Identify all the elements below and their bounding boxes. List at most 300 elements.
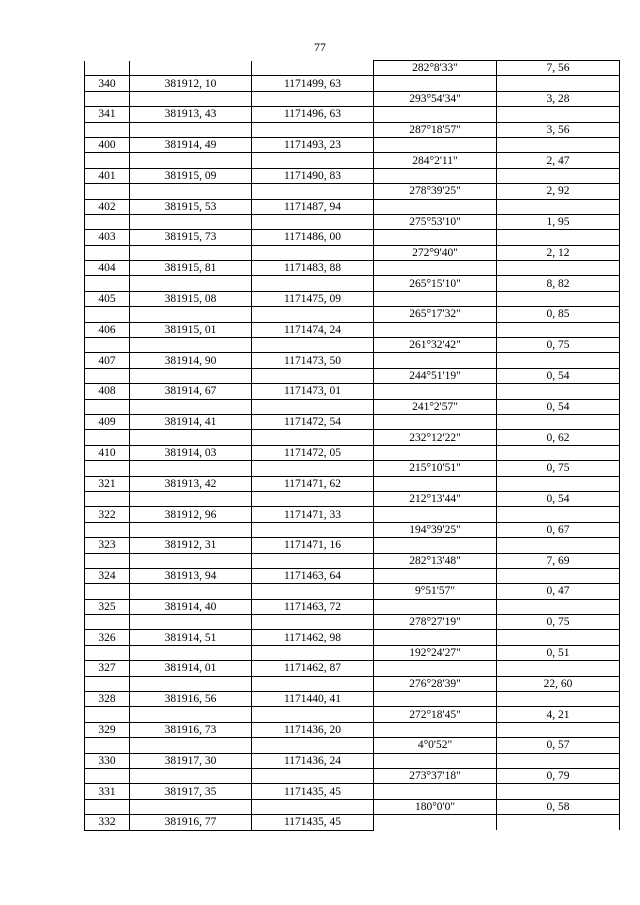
y-coordinate-empty xyxy=(252,153,374,168)
y-coordinate-empty xyxy=(252,799,374,814)
segment-row xyxy=(85,276,620,291)
direction-angle-cell: 192°24'27" xyxy=(374,645,497,660)
point-number-empty xyxy=(85,430,130,445)
point-number-cell: 324 xyxy=(85,568,130,583)
point-number-cell: 410 xyxy=(85,445,130,460)
point-number-empty xyxy=(85,676,130,691)
direction-angle-cell: 265°17'32" xyxy=(374,307,497,322)
x-coordinate-cell: 381914, 67 xyxy=(130,384,252,399)
point-number-empty xyxy=(85,707,130,722)
x-coordinate-cell: 381915, 09 xyxy=(130,168,252,183)
direction-angle-cell: 278°39'25" xyxy=(374,184,497,199)
x-coordinate-cell: 381914, 03 xyxy=(130,445,252,460)
point-row xyxy=(85,322,620,337)
direction-angle-cell: 276°28'39" xyxy=(374,676,497,691)
y-coordinate-empty xyxy=(252,461,374,476)
distance-empty xyxy=(497,384,620,399)
point-number-empty xyxy=(85,214,130,229)
segment-row xyxy=(85,91,620,106)
direction-angle-cell: 272°9'40" xyxy=(374,245,497,260)
x-coordinate-cell: 381912, 96 xyxy=(130,507,252,522)
segment-row xyxy=(85,61,620,76)
direction-angle-empty xyxy=(374,353,497,368)
y-coordinate-empty xyxy=(252,738,374,753)
segment-row xyxy=(85,768,620,783)
distance-cell: 7, 69 xyxy=(497,553,620,568)
y-coordinate-empty xyxy=(252,245,374,260)
y-coordinate-cell: 1171440, 41 xyxy=(252,692,374,707)
point-row xyxy=(85,414,620,429)
point-number-cell: 409 xyxy=(85,414,130,429)
x-coordinate-cell: 381917, 30 xyxy=(130,753,252,768)
point-row xyxy=(85,476,620,491)
x-coordinate-cell: 381916, 77 xyxy=(130,815,252,830)
distance-cell: 0, 67 xyxy=(497,522,620,537)
x-coordinate-cell: 381912, 10 xyxy=(130,76,252,91)
point-number-cell: 325 xyxy=(85,599,130,614)
point-number-empty xyxy=(85,553,130,568)
segment-row xyxy=(85,430,620,445)
direction-angle-cell: 232°12'22" xyxy=(374,430,497,445)
distance-empty xyxy=(497,568,620,583)
point-row xyxy=(85,722,620,737)
distance-cell: 7, 56 xyxy=(497,61,620,76)
y-coordinate-empty xyxy=(252,645,374,660)
distance-cell: 2, 92 xyxy=(497,184,620,199)
segment-row xyxy=(85,676,620,691)
point-row xyxy=(85,76,620,91)
point-number-cell: 321 xyxy=(85,476,130,491)
direction-angle-empty xyxy=(374,322,497,337)
x-coordinate-empty xyxy=(130,584,252,599)
distance-cell: 0, 85 xyxy=(497,307,620,322)
direction-angle-empty xyxy=(374,753,497,768)
point-row xyxy=(85,692,620,707)
y-coordinate-cell: 1171462, 87 xyxy=(252,661,374,676)
x-coordinate-cell: 381916, 56 xyxy=(130,692,252,707)
point-number-cell: 401 xyxy=(85,168,130,183)
y-coordinate-empty xyxy=(252,307,374,322)
y-coordinate-empty xyxy=(252,184,374,199)
point-row xyxy=(85,538,620,553)
x-coordinate-cell: 381913, 43 xyxy=(130,107,252,122)
x-coordinate-empty xyxy=(130,738,252,753)
direction-angle-empty xyxy=(374,661,497,676)
y-coordinate-empty xyxy=(252,584,374,599)
distance-empty xyxy=(497,199,620,214)
distance-empty xyxy=(497,230,620,245)
direction-angle-cell: 275°53'10" xyxy=(374,214,497,229)
x-coordinate-cell: 381915, 01 xyxy=(130,322,252,337)
distance-empty xyxy=(497,261,620,276)
y-coordinate-cell: 1171463, 72 xyxy=(252,599,374,614)
coordinates-table xyxy=(84,60,620,831)
x-coordinate-empty xyxy=(130,553,252,568)
direction-angle-empty xyxy=(374,630,497,645)
x-coordinate-cell: 381914, 41 xyxy=(130,414,252,429)
direction-angle-empty xyxy=(374,692,497,707)
point-number-empty xyxy=(85,245,130,260)
distance-empty xyxy=(497,322,620,337)
x-coordinate-cell: 381916, 73 xyxy=(130,722,252,737)
point-number-empty xyxy=(85,184,130,199)
x-coordinate-cell: 381915, 73 xyxy=(130,230,252,245)
point-row xyxy=(85,753,620,768)
point-number-empty xyxy=(85,491,130,506)
segment-row xyxy=(85,122,620,137)
x-coordinate-empty xyxy=(130,676,252,691)
direction-angle-cell: 241°2'57" xyxy=(374,399,497,414)
direction-angle-empty xyxy=(374,599,497,614)
point-number-cell: 407 xyxy=(85,353,130,368)
direction-angle-empty xyxy=(374,476,497,491)
x-coordinate-cell: 381914, 01 xyxy=(130,661,252,676)
point-number-empty xyxy=(85,799,130,814)
distance-empty xyxy=(497,107,620,122)
y-coordinate-cell: 1171471, 33 xyxy=(252,507,374,522)
distance-cell: 0, 54 xyxy=(497,399,620,414)
y-coordinate-empty xyxy=(252,676,374,691)
direction-angle-empty xyxy=(374,445,497,460)
point-number-empty xyxy=(85,522,130,537)
x-coordinate-empty xyxy=(130,645,252,660)
y-coordinate-cell: 1171472, 05 xyxy=(252,445,374,460)
distance-empty xyxy=(497,414,620,429)
segment-row xyxy=(85,338,620,353)
direction-angle-empty xyxy=(374,168,497,183)
x-coordinate-empty xyxy=(130,276,252,291)
point-row xyxy=(85,384,620,399)
distance-empty xyxy=(497,815,620,830)
point-number-cell: 406 xyxy=(85,322,130,337)
point-row xyxy=(85,230,620,245)
point-number-cell: 327 xyxy=(85,661,130,676)
direction-angle-cell: 194°39'25" xyxy=(374,522,497,537)
distance-empty xyxy=(497,76,620,91)
segment-row xyxy=(85,553,620,568)
x-coordinate-empty xyxy=(130,338,252,353)
direction-angle-empty xyxy=(374,414,497,429)
y-coordinate-empty xyxy=(252,491,374,506)
point-number-empty xyxy=(85,368,130,383)
distance-cell: 0, 62 xyxy=(497,430,620,445)
x-coordinate-cell: 381914, 51 xyxy=(130,630,252,645)
y-coordinate-empty xyxy=(252,91,374,106)
point-number-empty xyxy=(85,338,130,353)
point-number-cell: 329 xyxy=(85,722,130,737)
point-row xyxy=(85,445,620,460)
direction-angle-empty xyxy=(374,261,497,276)
segment-row xyxy=(85,491,620,506)
y-coordinate-cell: 1171435, 45 xyxy=(252,784,374,799)
point-number-cell: 331 xyxy=(85,784,130,799)
distance-empty xyxy=(497,722,620,737)
point-number-empty xyxy=(85,91,130,106)
direction-angle-cell: 282°13'48" xyxy=(374,553,497,568)
distance-cell: 0, 47 xyxy=(497,584,620,599)
distance-cell: 3, 56 xyxy=(497,122,620,137)
direction-angle-cell: 287°18'57" xyxy=(374,122,497,137)
distance-cell: 0, 54 xyxy=(497,368,620,383)
x-coordinate-cell: 381913, 94 xyxy=(130,568,252,583)
segment-row xyxy=(85,368,620,383)
point-number-cell: 323 xyxy=(85,538,130,553)
point-number-empty xyxy=(85,738,130,753)
x-coordinate-empty xyxy=(130,245,252,260)
y-coordinate-cell: 1171462, 98 xyxy=(252,630,374,645)
direction-angle-empty xyxy=(374,507,497,522)
distance-cell: 4, 21 xyxy=(497,707,620,722)
point-row xyxy=(85,261,620,276)
segment-row xyxy=(85,461,620,476)
distance-empty xyxy=(497,476,620,491)
direction-angle-empty xyxy=(374,76,497,91)
y-coordinate-empty xyxy=(252,214,374,229)
distance-cell: 0, 79 xyxy=(497,768,620,783)
x-coordinate-empty xyxy=(130,491,252,506)
y-coordinate-empty xyxy=(252,768,374,783)
distance-empty xyxy=(497,507,620,522)
point-number-cell: 332 xyxy=(85,815,130,830)
y-coordinate-cell: 1171499, 63 xyxy=(252,76,374,91)
point-number-empty xyxy=(85,615,130,630)
y-coordinate-cell: 1171471, 62 xyxy=(252,476,374,491)
point-number-empty xyxy=(85,61,130,76)
y-coordinate-empty xyxy=(252,430,374,445)
distance-cell: 0, 51 xyxy=(497,645,620,660)
x-coordinate-empty xyxy=(130,61,252,76)
y-coordinate-cell: 1171493, 23 xyxy=(252,137,374,152)
point-number-empty xyxy=(85,122,130,137)
segment-row xyxy=(85,584,620,599)
point-row xyxy=(85,599,620,614)
direction-angle-cell: 215°10'51" xyxy=(374,461,497,476)
x-coordinate-empty xyxy=(130,522,252,537)
distance-cell: 3, 28 xyxy=(497,91,620,106)
point-number-cell: 400 xyxy=(85,137,130,152)
point-number-empty xyxy=(85,153,130,168)
direction-angle-cell: 278°27'19" xyxy=(374,615,497,630)
point-number-empty xyxy=(85,307,130,322)
distance-cell: 0, 57 xyxy=(497,738,620,753)
x-coordinate-cell: 381917, 35 xyxy=(130,784,252,799)
direction-angle-empty xyxy=(374,784,497,799)
y-coordinate-cell: 1171490, 83 xyxy=(252,168,374,183)
distance-cell: 0, 58 xyxy=(497,799,620,814)
point-number-cell: 322 xyxy=(85,507,130,522)
y-coordinate-empty xyxy=(252,61,374,76)
distance-cell: 8, 82 xyxy=(497,276,620,291)
y-coordinate-empty xyxy=(252,122,374,137)
distance-empty xyxy=(497,353,620,368)
direction-angle-empty xyxy=(374,137,497,152)
y-coordinate-empty xyxy=(252,338,374,353)
y-coordinate-empty xyxy=(252,707,374,722)
direction-angle-cell: 265°15'10" xyxy=(374,276,497,291)
direction-angle-cell: 244°51'19" xyxy=(374,368,497,383)
distance-cell: 0, 54 xyxy=(497,491,620,506)
coordinates-table-body xyxy=(85,61,620,831)
distance-empty xyxy=(497,599,620,614)
distance-empty xyxy=(497,630,620,645)
x-coordinate-cell: 381912, 31 xyxy=(130,538,252,553)
y-coordinate-empty xyxy=(252,368,374,383)
direction-angle-empty xyxy=(374,815,497,830)
x-coordinate-empty xyxy=(130,399,252,414)
y-coordinate-empty xyxy=(252,276,374,291)
distance-empty xyxy=(497,445,620,460)
direction-angle-empty xyxy=(374,107,497,122)
x-coordinate-empty xyxy=(130,153,252,168)
y-coordinate-cell: 1171436, 24 xyxy=(252,753,374,768)
point-number-cell: 326 xyxy=(85,630,130,645)
direction-angle-cell: 273°37'18" xyxy=(374,768,497,783)
x-coordinate-empty xyxy=(130,184,252,199)
x-coordinate-empty xyxy=(130,768,252,783)
point-number-cell: 402 xyxy=(85,199,130,214)
point-number-empty xyxy=(85,276,130,291)
direction-angle-empty xyxy=(374,230,497,245)
direction-angle-cell: 272°18'45" xyxy=(374,707,497,722)
direction-angle-cell: 180°0'0" xyxy=(374,799,497,814)
direction-angle-empty xyxy=(374,199,497,214)
y-coordinate-cell: 1171486, 00 xyxy=(252,230,374,245)
point-row xyxy=(85,661,620,676)
segment-row xyxy=(85,615,620,630)
point-number-cell: 404 xyxy=(85,261,130,276)
segment-row xyxy=(85,645,620,660)
x-coordinate-empty xyxy=(130,214,252,229)
distance-cell: 0, 75 xyxy=(497,461,620,476)
distance-cell: 0, 75 xyxy=(497,615,620,630)
point-number-cell: 328 xyxy=(85,692,130,707)
y-coordinate-cell: 1171473, 01 xyxy=(252,384,374,399)
x-coordinate-cell: 381915, 81 xyxy=(130,261,252,276)
segment-row xyxy=(85,707,620,722)
y-coordinate-cell: 1171475, 09 xyxy=(252,291,374,306)
point-number-empty xyxy=(85,584,130,599)
point-number-empty xyxy=(85,645,130,660)
y-coordinate-cell: 1171471, 16 xyxy=(252,538,374,553)
direction-angle-cell: 261°32'42" xyxy=(374,338,497,353)
direction-angle-empty xyxy=(374,722,497,737)
x-coordinate-empty xyxy=(130,615,252,630)
point-row xyxy=(85,784,620,799)
segment-row xyxy=(85,245,620,260)
distance-empty xyxy=(497,168,620,183)
x-coordinate-cell: 381914, 49 xyxy=(130,137,252,152)
x-coordinate-cell: 381915, 08 xyxy=(130,291,252,306)
point-number-cell: 405 xyxy=(85,291,130,306)
direction-angle-cell: 293°54'34" xyxy=(374,91,497,106)
direction-angle-empty xyxy=(374,538,497,553)
segment-row xyxy=(85,799,620,814)
point-row xyxy=(85,630,620,645)
distance-cell: 1, 95 xyxy=(497,214,620,229)
y-coordinate-cell: 1171483, 88 xyxy=(252,261,374,276)
x-coordinate-cell: 381913, 42 xyxy=(130,476,252,491)
y-coordinate-cell: 1171436, 20 xyxy=(252,722,374,737)
distance-empty xyxy=(497,291,620,306)
point-row xyxy=(85,199,620,214)
segment-row xyxy=(85,522,620,537)
point-number-empty xyxy=(85,399,130,414)
point-number-empty xyxy=(85,461,130,476)
page-number: 77 xyxy=(314,40,326,54)
x-coordinate-empty xyxy=(130,430,252,445)
point-number-cell: 408 xyxy=(85,384,130,399)
point-row xyxy=(85,568,620,583)
y-coordinate-empty xyxy=(252,399,374,414)
distance-empty xyxy=(497,538,620,553)
point-number-empty xyxy=(85,768,130,783)
segment-row xyxy=(85,399,620,414)
point-row xyxy=(85,291,620,306)
x-coordinate-empty xyxy=(130,799,252,814)
distance-cell: 22, 60 xyxy=(497,676,620,691)
distance-empty xyxy=(497,784,620,799)
distance-empty xyxy=(497,661,620,676)
point-number-cell: 341 xyxy=(85,107,130,122)
segment-row xyxy=(85,307,620,322)
point-row xyxy=(85,353,620,368)
direction-angle-empty xyxy=(374,384,497,399)
segment-row xyxy=(85,214,620,229)
x-coordinate-cell: 381915, 53 xyxy=(130,199,252,214)
y-coordinate-empty xyxy=(252,615,374,630)
direction-angle-cell: 4°0'52" xyxy=(374,738,497,753)
y-coordinate-cell: 1171435, 45 xyxy=(252,815,374,830)
segment-row xyxy=(85,738,620,753)
distance-empty xyxy=(497,753,620,768)
y-coordinate-empty xyxy=(252,553,374,568)
direction-angle-empty xyxy=(374,568,497,583)
x-coordinate-empty xyxy=(130,461,252,476)
direction-angle-cell: 284°2'11" xyxy=(374,153,497,168)
point-number-cell: 403 xyxy=(85,230,130,245)
x-coordinate-cell: 381914, 40 xyxy=(130,599,252,614)
direction-angle-empty xyxy=(374,291,497,306)
distance-cell: 2, 12 xyxy=(497,245,620,260)
x-coordinate-empty xyxy=(130,368,252,383)
distance-cell: 0, 75 xyxy=(497,338,620,353)
y-coordinate-cell: 1171473, 50 xyxy=(252,353,374,368)
y-coordinate-empty xyxy=(252,522,374,537)
y-coordinate-cell: 1171472, 54 xyxy=(252,414,374,429)
point-number-cell: 330 xyxy=(85,753,130,768)
x-coordinate-empty xyxy=(130,707,252,722)
y-coordinate-cell: 1171474, 24 xyxy=(252,322,374,337)
x-coordinate-empty xyxy=(130,307,252,322)
point-row xyxy=(85,168,620,183)
direction-angle-cell: 212°13'44" xyxy=(374,491,497,506)
point-number-cell: 340 xyxy=(85,76,130,91)
x-coordinate-empty xyxy=(130,91,252,106)
x-coordinate-empty xyxy=(130,122,252,137)
segment-row xyxy=(85,184,620,199)
segment-row xyxy=(85,153,620,168)
distance-empty xyxy=(497,137,620,152)
point-row xyxy=(85,815,620,830)
y-coordinate-cell: 1171496, 63 xyxy=(252,107,374,122)
direction-angle-cell: 9°51'57" xyxy=(374,584,497,599)
y-coordinate-cell: 1171487, 94 xyxy=(252,199,374,214)
direction-angle-cell: 282°8'33" xyxy=(374,61,497,76)
y-coordinate-cell: 1171463, 64 xyxy=(252,568,374,583)
point-row xyxy=(85,507,620,522)
distance-empty xyxy=(497,692,620,707)
x-coordinate-cell: 381914, 90 xyxy=(130,353,252,368)
